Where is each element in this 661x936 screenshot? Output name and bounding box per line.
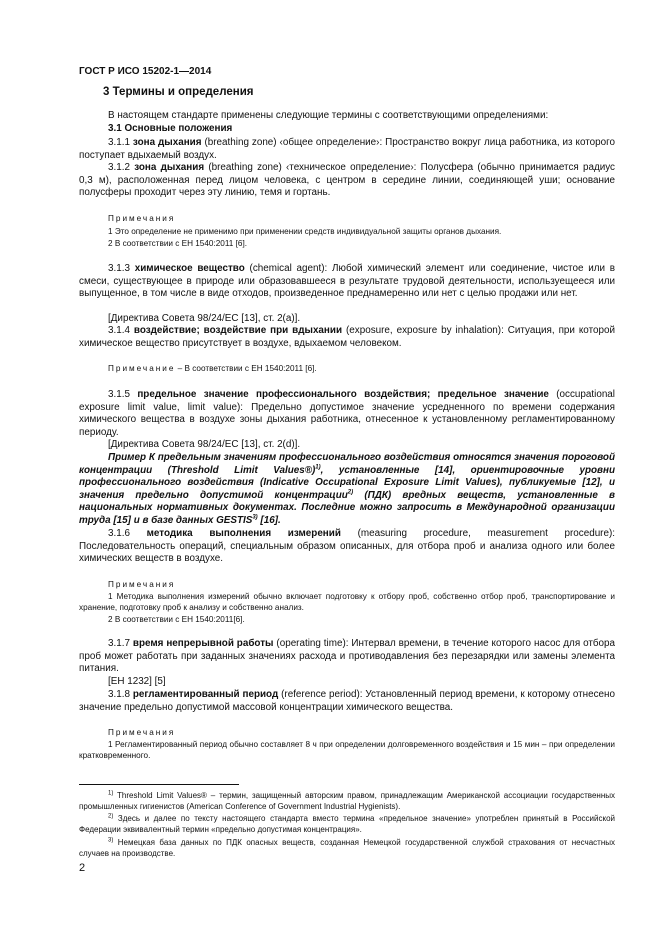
term-number: 3.1.6 <box>108 528 147 539</box>
note-3-1-4 <box>79 363 615 374</box>
note-item: 2 В соответствии с ЕН 1540:2011 [6]. <box>108 239 248 248</box>
footnote-2 <box>79 813 615 835</box>
footnote-mark: 2) <box>108 813 114 820</box>
term-3-1-4 <box>79 325 615 350</box>
term-definition: (chemical agent): Любой химический элемент или соединение, чистое или в смеси, существующее в природе или образовавшееся в результате трудовой деятельности, используещееся или выпущенное, в том числе в виде отходов, произведенное преднамеренно или нет с целью продажи или нет. <box>79 263 615 300</box>
note-item: 1 Методика выполнения измерений обычно включает подготовку к отбору проб, собственно отбор проб, транспортирование и хранение, подготовку проб к анализу и собственно анализ. <box>79 592 615 612</box>
term-name: время непрерывной работы <box>132 638 274 649</box>
reference: [Директива Совета 98/24/ЕС [13], ст. 2(d)]. <box>108 439 301 450</box>
term-number: 3.1.5 <box>108 389 138 400</box>
term-definition: (breathing zone) ‹общее определение›: Пространство вокруг лица работника, из которого поступает вдыхаемый воздух. <box>79 137 615 161</box>
term-3-1-2 <box>79 162 615 200</box>
term-definition: (exposure, exposure by inhalation): Ситуация, при которой химическое вещество присутствует в воздухе, вдыхаемом человеком. <box>79 325 615 349</box>
note-item: 1 Регламентированный период обычно составляет 8 ч при определении долговременного воздействия и 15 мин – при определении кратковременного. <box>79 740 615 760</box>
example-text: [16]. <box>257 514 281 526</box>
term-definition: (measuring procedure, measurement procedure): Последовательность операций, специальным образом описанных, для отбора проб и анализа одного или более химических веществ в воздухе. <box>79 528 615 565</box>
term-name: воздействие; воздействие при вдыхании <box>133 325 343 336</box>
term-definition: (occupational exposure limit value, limit value): Предельно допустимое значение усредненного по времени содержания химического вещества в воздухе зоны дыхания работника, отнесенное к установленному регламентированному периоду. <box>79 389 615 438</box>
footnote-mark: 1) <box>108 790 114 797</box>
footnote-3 <box>79 837 615 859</box>
term-name: химическое вещество <box>134 263 245 274</box>
notes-heading: Примечания <box>108 728 176 737</box>
notes-heading: Примечания <box>108 580 176 589</box>
footnote-mark: 3) <box>108 837 114 844</box>
page-number: 2 <box>79 862 86 874</box>
term-name: методика выполнения измерений <box>146 528 341 539</box>
document-header: ГОСТ Р ИСО 15202-1—2014 <box>79 66 212 77</box>
term-name: зона дыхания <box>132 137 202 148</box>
note-text: – В соответствии с ЕН 1540:2011 [6]. <box>175 364 317 373</box>
term-3-1-7 <box>79 638 615 676</box>
term-number: 3.1.1 <box>108 137 133 148</box>
term-3-1-5 <box>79 389 615 439</box>
note-item: 2 В соответствии с ЕН 1540:2011[6]. <box>108 615 245 624</box>
term-definition: (reference period): Установленный период времени, к которому отнесено значение предельно допустимой массовой концентрации химического вещества. <box>79 689 615 713</box>
example-text: (ПДК) вредных веществ, установленные в национальных нормативных документах. Последние можно запросить в Международной организации труда [15] и в базе данных GESTIS <box>79 489 615 526</box>
reference: [Директива Совета 98/24/ЕС [13], ст. 2(а)]. <box>108 313 301 324</box>
term-name: зона дыхания <box>134 162 205 173</box>
footnote-text: Threshold Limit Values® – термин, защищенный авторским правом, принадлежащим Американской ассоциации государственных промышленных гигиенистов (American Conference of Government Industrial Hygienists). <box>79 791 615 811</box>
example-text: Пример К предельным значениям профессионального воздействия относятся значения пороговой концентрации (Threshold Limit Values®) <box>79 452 615 476</box>
term-3-1-3 <box>79 263 615 301</box>
note-item: 1 Это определение не применимо при применении средств индивидуальной защиты органов дыхания. <box>108 227 502 236</box>
footnote-ref: 3) <box>252 514 258 521</box>
term-number: 3.1.3 <box>108 263 135 274</box>
footnote-text: Здесь и далее по тексту настоящего стандарта вместо термина «предельное значение» употреблен принятый в Российской Федерации эквивалентный термин «предельно допустимая концентрация». <box>79 814 615 834</box>
term-number: 3.1.2 <box>108 162 135 173</box>
example-paragraph <box>79 452 615 528</box>
term-definition: (breathing zone) ‹техническое определение›: Полусфера (обычно принимается радиус 0,3 м), расположенная перед лицом человека, с центром в середине линии, соединяющей уши; основание полусферы проходит через эту линию, темя и гортань. <box>79 162 615 199</box>
term-definition: (operating time): Интервал времени, в течение которого насос для отбора проб может работать при заданных значениях расхода и противодавления без перезарядки или замены элемента питания. <box>79 638 616 675</box>
term-name: предельное значение профессионального воздействия; предельное значение <box>137 389 549 400</box>
term-number: 3.1.8 <box>108 689 133 700</box>
footnote-1 <box>79 790 615 812</box>
term-number: 3.1.7 <box>108 638 133 649</box>
section-title: 3 Термины и определения <box>103 86 254 98</box>
intro-paragraph: В настоящем стандарте применены следующие термины с соответствующими определениями: <box>108 110 549 121</box>
note-heading: Примечание <box>108 364 176 373</box>
term-3-1-1 <box>79 137 615 162</box>
notes-heading: Примечания <box>108 214 176 223</box>
term-3-1-8 <box>79 689 615 714</box>
term-number: 3.1.4 <box>108 325 134 336</box>
term-name: регламентированный период <box>132 689 279 700</box>
reference: [ЕН 1232] [5] <box>108 676 166 687</box>
footnote-ref: 1) <box>315 464 321 471</box>
term-3-1-6 <box>79 528 615 566</box>
subsection-3-1: 3.1 Основные положения <box>108 123 233 134</box>
example-text: , установленные [14], ориентировочные уровни профессионального воздействия (Indicative Occupational Exposure Limit Values), публикуемые [12], и значения предельно допустимой концентрации <box>79 464 615 501</box>
footnote-text: Немецкая база данных по ПДК опасных веществ, созданная Немецкой государственной службой страхования от несчастных случаев на производстве. <box>79 838 615 858</box>
footnote-separator <box>79 784 239 785</box>
footnote-ref: 2) <box>347 489 354 496</box>
